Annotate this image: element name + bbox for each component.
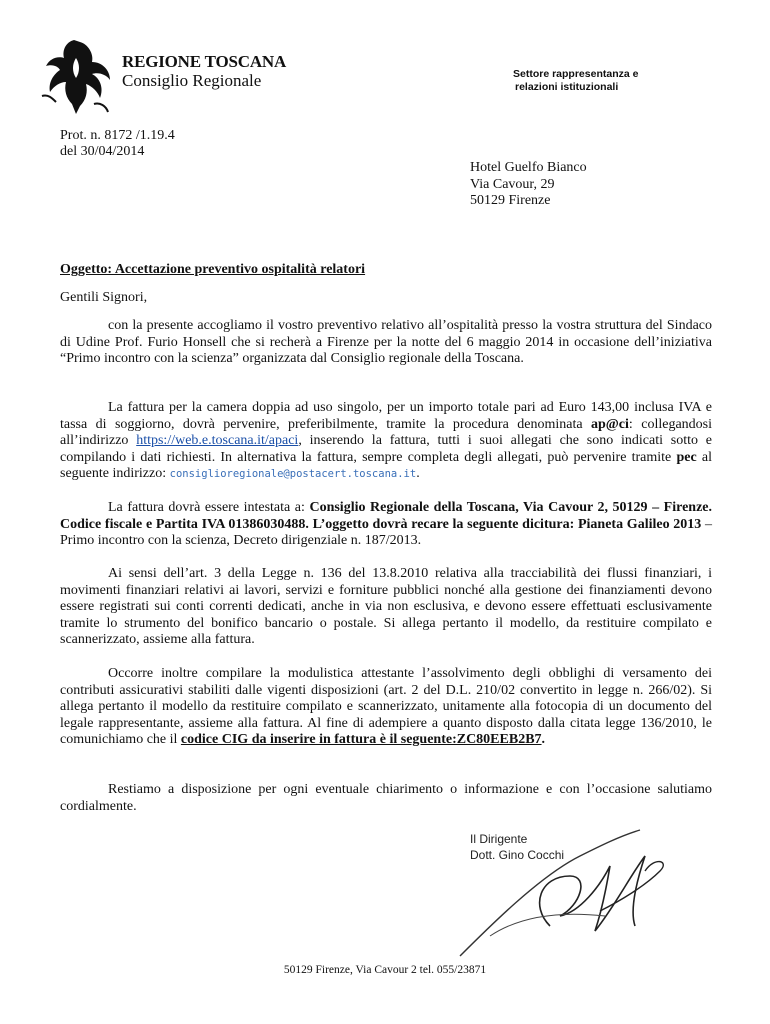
sector-label bbox=[513, 68, 638, 94]
recipient-city: 50129 Firenze bbox=[470, 193, 551, 208]
sector-line2: relazioni istituzionali bbox=[515, 81, 619, 93]
letter-subject: Oggetto: Accettazione preventivo ospitalità relatori bbox=[60, 262, 366, 277]
org-name-line1: REGIONE TOSCANA bbox=[122, 52, 287, 71]
paragraph-5 bbox=[60, 666, 712, 749]
protocol-date: del 30/04/2014 bbox=[60, 144, 145, 159]
p2-text-e: . bbox=[416, 466, 420, 481]
footer-address: 50129 Firenze, Via Cavour 2 tel. 055/23871 bbox=[283, 964, 487, 976]
paragraph-3 bbox=[60, 500, 712, 550]
paragraph-6: Restiamo a disposizione per ogni eventuale chiarimento o informazione e con l’occasione salutiamo cordialmente. bbox=[60, 782, 712, 814]
signature-title: Il Dirigente bbox=[470, 832, 528, 846]
paragraph-4: Ai sensi dell’art. 3 della Legge n. 136 del 13.8.2010 relativa alla tracciabilità dei flussi finanziari, i movimenti finanziari relativi ai lavori, servizi e forniture pubblici nonché alla gestione dei finanziamenti devono essere registrati sui conti correnti dedicati, anche in via non esclusiva, e devono essere effettuati esclusivamente tramite lo strumento del bonifico bancario o postale. Si allega pertanto il modello, da restituire compilato e scannerizzato, assieme alla fattura. bbox=[60, 566, 712, 647]
signature-name: Dott. Gino Cocchi bbox=[470, 848, 565, 862]
protocol-number: Prot. n. 8172 /1.19.4 bbox=[60, 128, 175, 143]
recipient-name: Hotel Guelfo Bianco bbox=[470, 160, 587, 175]
cig-code: codice CIG da inserire in fattura è il seguente:ZC80EEB2B7 bbox=[180, 732, 542, 747]
pec-address[interactable]: consiglioregionale@postacert.toscana.it bbox=[169, 468, 417, 480]
p2-text-b: : collegandosi all’indirizzo bbox=[60, 416, 713, 448]
paragraph-2 bbox=[60, 400, 712, 483]
protocol-block bbox=[60, 128, 175, 160]
p2-text-a: La fattura per la camera doppia ad uso singolo, per un importo totale pari ad Euro 143,00 inclusa IVA e tassa di soggiorno, dovrà pervenire, preferibilmente, tramite la procedura denominata bbox=[60, 400, 712, 432]
paragraph-1: con la presente accogliamo il vostro preventivo relativo all’ospitalità presso la vostra struttura del Sindaco di Udine Prof. Furio Honsell che si recherà a Firenze per la notte del 6 maggio 2014 in occasione dell’iniziativa “Primo incontro con la scienza” organizzata dal Consiglio regionale della Toscana. bbox=[60, 318, 712, 366]
p5-text-a: Occorre inoltre compilare la modulistica attestante l’assolvimento degli obblighi di versamento dei contributi assicurativi stabiliti dalle vigenti disposizioni (art. 2 del D.L. 210/02 convertito in legge n. 266/02). Si allega pertanto il modello da restituire compilato e scannerizzato, unitamente alla fotocopia di un documento del legale rappresentante, assieme alla fattura. Al fine di adempiere a quanto disposto dalla citata legge 136/2010, le comunichiamo che il bbox=[60, 666, 712, 747]
p3-text-a: La fattura dovrà essere intestata a: bbox=[108, 500, 310, 515]
p3-text-b: – Primo incontro con la scienza, Decreto dirigenziale n. 187/2013. bbox=[60, 516, 713, 548]
sector-line1: Settore rappresentanza e bbox=[513, 68, 639, 80]
recipient-address bbox=[470, 160, 587, 210]
p2-text-c: , inserendo la fattura, tutti i suoi allegati che sono indicati sotto e compilando i dati richiesti. In alternativa la fattura, sempre completa degli allegati, può pervenire tramite bbox=[60, 433, 712, 465]
signature-block bbox=[430, 816, 700, 966]
p3-billing-details: Consiglio Regionale della Toscana, Via Cavour 2, 50129 – Firenze. Codice fiscale e Partita IVA 01386030488. L’oggetto dovrà recare la seguente dicitura: Pianeta Galileo 2013 bbox=[60, 500, 713, 532]
handwritten-signature-icon bbox=[430, 816, 700, 966]
recipient-street: Via Cavour, 29 bbox=[470, 176, 555, 192]
apaci-label: ap@ci bbox=[591, 416, 629, 432]
p2-text-d: al seguente indirizzo: bbox=[60, 449, 712, 481]
p5-text-b: . bbox=[541, 732, 546, 747]
greeting: Gentili Signori, bbox=[60, 290, 148, 305]
pegasus-logo-icon bbox=[36, 36, 114, 118]
apaci-link[interactable]: https://web.e.toscana.it/apaci bbox=[136, 433, 299, 448]
pec-label: pec bbox=[676, 449, 697, 465]
org-name-line2: Consiglio Regionale bbox=[122, 71, 262, 90]
